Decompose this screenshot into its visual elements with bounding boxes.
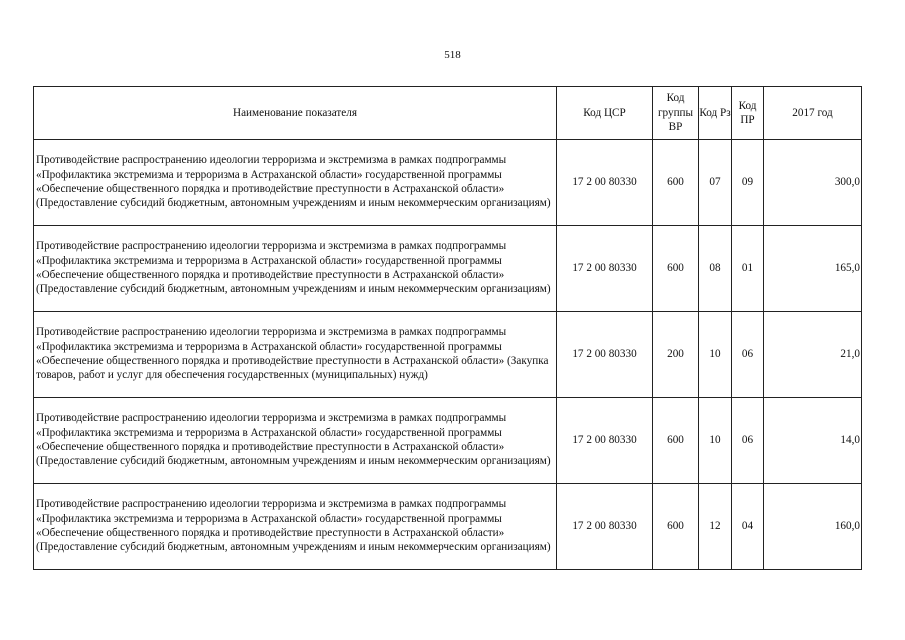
row-vr-group: 200 xyxy=(653,312,699,398)
table-body xyxy=(34,140,862,570)
table-row xyxy=(34,140,862,226)
row-name: Противодействие распространению идеологии терроризма и экстремизма в рамках подпрограммы «Профилактика экстремизма и терроризма в Астраханской области» государственной программы «Обеспечение общественного порядка и противодействие преступности в Астраханской области» (Предоставление субсидий бюджетным, автономным учреждениям и иным некоммерческим организациям) xyxy=(34,140,557,226)
row-csr-code: 17 2 00 80330 xyxy=(557,226,653,312)
row-name: Противодействие распространению идеологии терроризма и экстремизма в рамках подпрограммы «Профилактика экстремизма и терроризма в Астраханской области» государственной программы «Обеспечение общественного порядка и противодействие преступности в Астраханской области» (Предоставление субсидий бюджетным, автономным учреждениям и иным некоммерческим организациям) xyxy=(34,484,557,570)
table-row xyxy=(34,226,862,312)
row-rz: 08 xyxy=(699,226,732,312)
table-row xyxy=(34,312,862,398)
row-pr: 06 xyxy=(732,398,764,484)
row-amount: 300,0 xyxy=(764,140,862,226)
row-csr-code: 17 2 00 80330 xyxy=(557,140,653,226)
row-rz: 07 xyxy=(699,140,732,226)
row-csr-code: 17 2 00 80330 xyxy=(557,398,653,484)
row-rz: 12 xyxy=(699,484,732,570)
row-name: Противодействие распространению идеологии терроризма и экстремизма в рамках подпрограммы «Профилактика экстремизма и терроризма в Астраханской области» государственной программы «Обеспечение общественного порядка и противодействие преступности в Астраханской области» (Закупка товаров, работ и услуг для обеспечения государственных (муниципальных) нужд) xyxy=(34,312,557,398)
header-rz-code: Код Рз xyxy=(699,87,732,140)
header-name: Наименование показателя xyxy=(34,87,557,140)
row-name: Противодействие распространению идеологии терроризма и экстремизма в рамках подпрограммы «Профилактика экстремизма и терроризма в Астраханской области» государственной программы «Обеспечение общественного порядка и противодействие преступности в Астраханской области» (Предоставление субсидий бюджетным, автономным учреждениям и иным некоммерческим организациям) xyxy=(34,398,557,484)
row-pr: 04 xyxy=(732,484,764,570)
row-amount: 160,0 xyxy=(764,484,862,570)
row-amount: 21,0 xyxy=(764,312,862,398)
table-row xyxy=(34,484,862,570)
table-row xyxy=(34,398,862,484)
row-name: Противодействие распространению идеологии терроризма и экстремизма в рамках подпрограммы «Профилактика экстремизма и терроризма в Астраханской области» государственной программы «Обеспечение общественного порядка и противодействие преступности в Астраханской области» (Предоставление субсидий бюджетным, автономным учреждениям и иным некоммерческим организациям) xyxy=(34,226,557,312)
header-vr-group-code: Код группы ВР xyxy=(653,87,699,140)
header-csr-code: Код ЦСР xyxy=(557,87,653,140)
budget-table xyxy=(33,86,862,570)
row-vr-group: 600 xyxy=(653,398,699,484)
row-vr-group: 600 xyxy=(653,226,699,312)
row-amount: 165,0 xyxy=(764,226,862,312)
row-rz: 10 xyxy=(699,312,732,398)
header-year-2017: 2017 год xyxy=(764,87,862,140)
page-number: 518 xyxy=(444,49,461,61)
header-row xyxy=(34,87,862,140)
header-pr-code: Код ПР xyxy=(732,87,764,140)
row-vr-group: 600 xyxy=(653,140,699,226)
row-pr: 01 xyxy=(732,226,764,312)
row-pr: 06 xyxy=(732,312,764,398)
row-vr-group: 600 xyxy=(653,484,699,570)
row-rz: 10 xyxy=(699,398,732,484)
row-csr-code: 17 2 00 80330 xyxy=(557,312,653,398)
row-amount: 14,0 xyxy=(764,398,862,484)
table-header xyxy=(34,87,862,140)
row-pr: 09 xyxy=(732,140,764,226)
row-csr-code: 17 2 00 80330 xyxy=(557,484,653,570)
